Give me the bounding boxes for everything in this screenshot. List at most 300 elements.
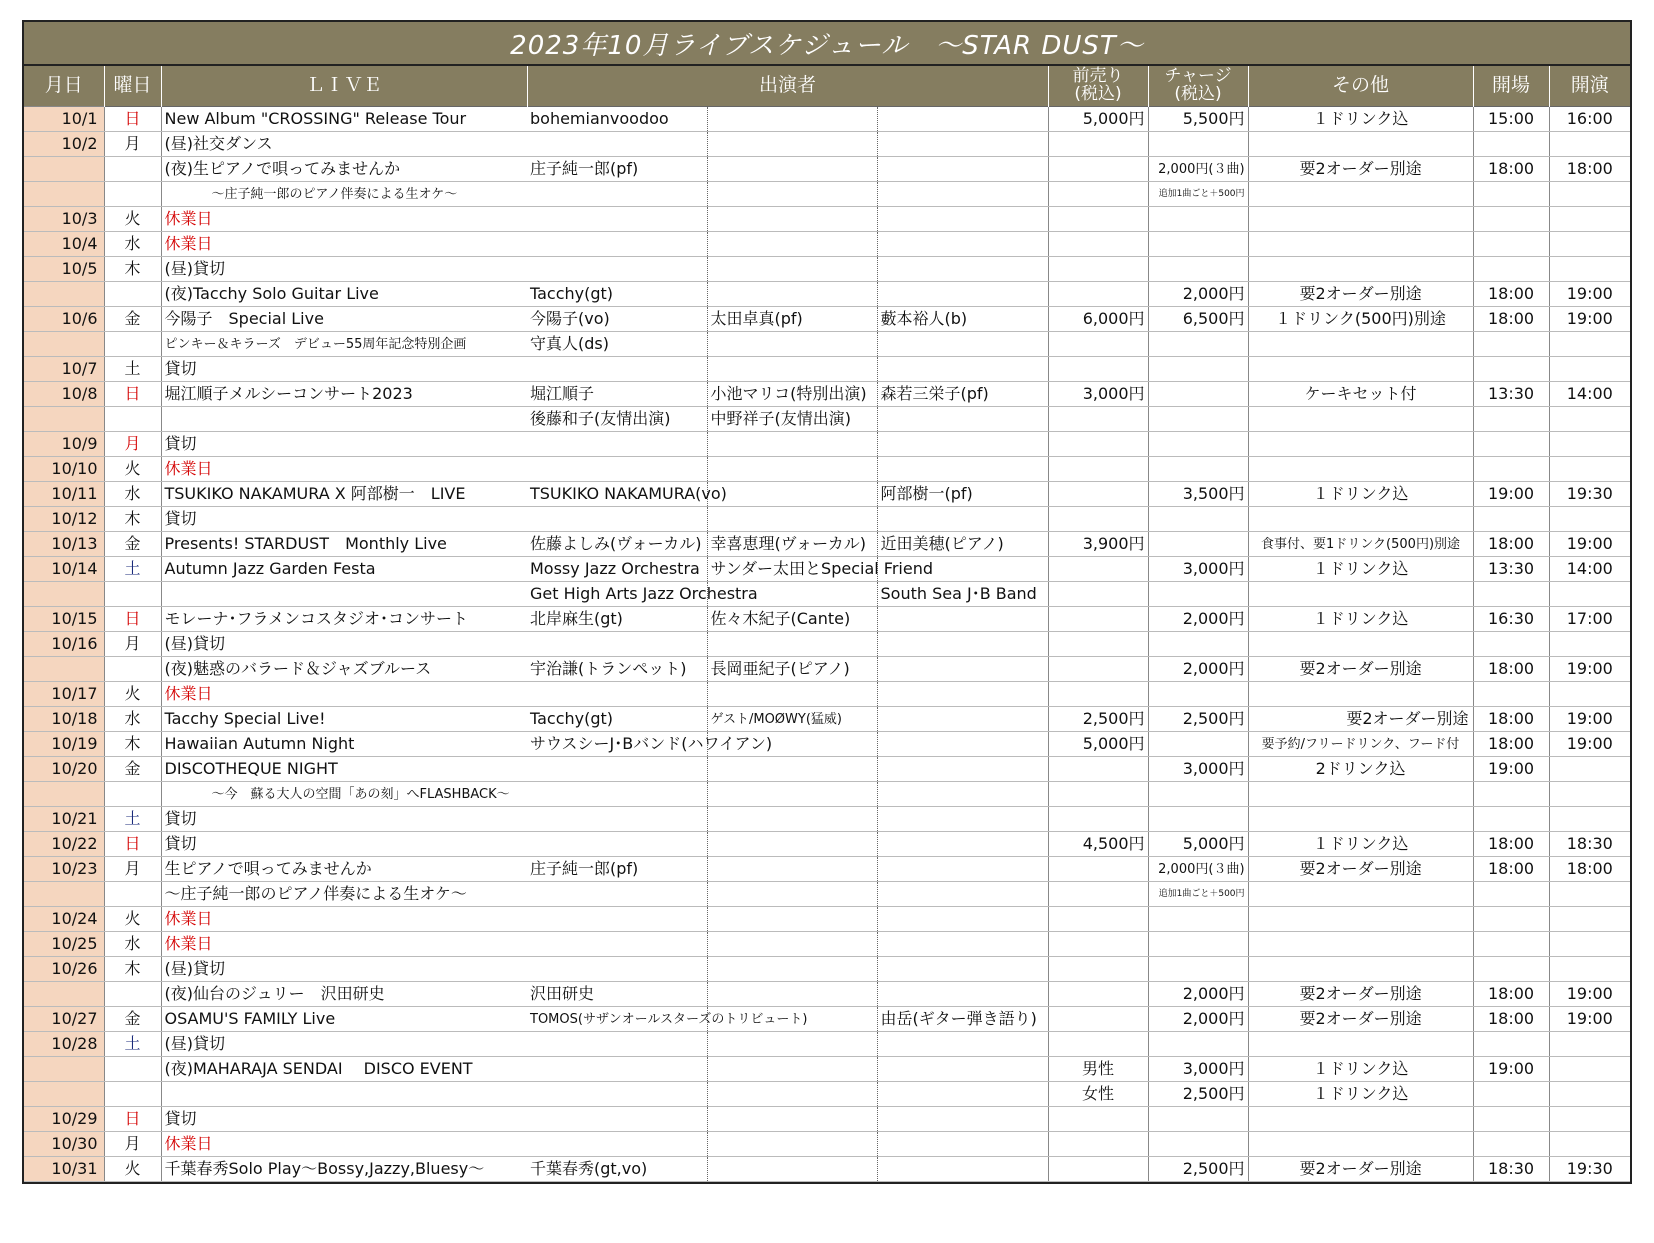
- start-time-cell: [1549, 932, 1630, 957]
- charge-cell: 5,500円: [1148, 107, 1248, 132]
- performer-cell: [877, 1057, 1048, 1082]
- performer-cell: [877, 182, 1048, 207]
- start-time-cell: 19:00: [1549, 982, 1630, 1007]
- weekday-cell: [104, 882, 161, 907]
- performer-cell: [707, 507, 877, 532]
- date-cell: 10/11: [24, 482, 104, 507]
- live-title-cell: 休業日: [161, 232, 527, 257]
- performer-cell: 森若三栄子(pf): [877, 382, 1048, 407]
- open-time-cell: 18:00: [1473, 532, 1549, 557]
- schedule-body: [24, 107, 1630, 1182]
- start-time-cell: [1549, 507, 1630, 532]
- start-time-cell: [1549, 757, 1630, 782]
- performer-cell: 藪本裕人(b): [877, 307, 1048, 332]
- start-time-cell: [1549, 332, 1630, 357]
- other-notes-cell: 要2オーダー別途: [1248, 1157, 1473, 1182]
- other-notes-cell: [1248, 1032, 1473, 1057]
- open-time-cell: 18:00: [1473, 657, 1549, 682]
- performer-cell: [877, 282, 1048, 307]
- performer-cell: 佐々木紀子(Cante): [707, 607, 877, 632]
- advance-price-cell: 男性: [1048, 1057, 1148, 1082]
- performer-cell: [527, 1032, 707, 1057]
- open-time-cell: 13:30: [1473, 382, 1549, 407]
- other-notes-cell: ケーキセット付: [1248, 382, 1473, 407]
- performer-cell: [877, 457, 1048, 482]
- table-row: [24, 1032, 1630, 1057]
- date-cell: 10/19: [24, 732, 104, 757]
- advance-price-cell: [1048, 607, 1148, 632]
- performer-cell: [877, 132, 1048, 157]
- performer-cell: [707, 982, 877, 1007]
- charge-cell: 3,000円: [1148, 1057, 1248, 1082]
- start-time-cell: [1549, 1107, 1630, 1132]
- start-time-cell: [1549, 682, 1630, 707]
- start-time-cell: [1549, 407, 1630, 432]
- advance-price-cell: [1048, 557, 1148, 582]
- live-title-cell: (昼)貸切: [161, 957, 527, 982]
- open-time-cell: [1473, 582, 1549, 607]
- advance-price-cell: [1048, 207, 1148, 232]
- start-time-cell: 19:00: [1549, 657, 1630, 682]
- start-time-cell: 19:30: [1549, 1157, 1630, 1182]
- performer-cell: [527, 1107, 707, 1132]
- charge-cell: [1148, 682, 1248, 707]
- header-start: 開演: [1549, 66, 1630, 107]
- start-time-cell: 19:00: [1549, 1007, 1630, 1032]
- charge-cell: 2,000円: [1148, 282, 1248, 307]
- live-title-cell: 休業日: [161, 207, 527, 232]
- performer-cell: [527, 932, 707, 957]
- start-time-cell: 18:00: [1549, 157, 1630, 182]
- advance-price-cell: [1048, 432, 1148, 457]
- weekday-cell: 月: [104, 1132, 161, 1157]
- table-row: [24, 882, 1630, 907]
- performer-cell: [707, 1057, 877, 1082]
- table-row: [24, 257, 1630, 282]
- open-time-cell: 18:00: [1473, 832, 1549, 857]
- live-title-cell: Tacchy Special Live!: [161, 707, 527, 732]
- other-notes-cell: 要2オーダー別途: [1248, 657, 1473, 682]
- start-time-cell: [1549, 207, 1630, 232]
- charge-cell: [1148, 782, 1248, 807]
- other-notes-cell: [1248, 1132, 1473, 1157]
- performer-cell: 太田卓真(pf): [707, 307, 877, 332]
- weekday-cell: 火: [104, 907, 161, 932]
- open-time-cell: [1473, 432, 1549, 457]
- weekday-cell: 金: [104, 757, 161, 782]
- performer-cell: [877, 732, 1048, 757]
- weekday-cell: 金: [104, 307, 161, 332]
- advance-price-cell: 3,000円: [1048, 382, 1148, 407]
- live-title-cell: [161, 407, 527, 432]
- charge-cell: [1148, 1107, 1248, 1132]
- weekday-cell: 土: [104, 1032, 161, 1057]
- weekday-cell: 土: [104, 357, 161, 382]
- date-cell: 10/31: [24, 1157, 104, 1182]
- header-live: ＬＩＶＥ: [161, 66, 527, 107]
- open-time-cell: [1473, 207, 1549, 232]
- performer-cell: [527, 507, 707, 532]
- charge-cell: 2,000円: [1148, 657, 1248, 682]
- performer-cell: 宇治謙(トランペット): [527, 657, 707, 682]
- charge-cell: 2,000円(３曲): [1148, 157, 1248, 182]
- weekday-cell: 金: [104, 1007, 161, 1032]
- performer-cell: [707, 1032, 877, 1057]
- other-notes-cell: [1248, 957, 1473, 982]
- performer-cell: [527, 632, 707, 657]
- charge-cell: [1148, 432, 1248, 457]
- charge-cell: 3,000円: [1148, 557, 1248, 582]
- start-time-cell: [1549, 582, 1630, 607]
- weekday-cell: 月: [104, 632, 161, 657]
- weekday-cell: 火: [104, 207, 161, 232]
- performer-cell: [877, 832, 1048, 857]
- live-title-cell: (昼)貸切: [161, 1032, 527, 1057]
- date-cell: 10/15: [24, 607, 104, 632]
- other-notes-cell: 2ドリンク込: [1248, 757, 1473, 782]
- table-row: [24, 1157, 1630, 1182]
- advance-price-cell: 5,000円: [1048, 732, 1148, 757]
- open-time-cell: 18:00: [1473, 1007, 1549, 1032]
- live-title-cell: 貸切: [161, 357, 527, 382]
- performer-cell: [707, 907, 877, 932]
- performer-cell: Tacchy(gt): [527, 707, 707, 732]
- other-notes-cell: [1248, 882, 1473, 907]
- open-time-cell: [1473, 882, 1549, 907]
- performer-cell: 近田美穂(ピアノ): [877, 532, 1048, 557]
- performer-cell: [877, 1107, 1048, 1132]
- header-other: その他: [1248, 66, 1473, 107]
- charge-cell: 2,000円: [1148, 982, 1248, 1007]
- open-time-cell: 18:00: [1473, 732, 1549, 757]
- advance-price-cell: [1048, 1032, 1148, 1057]
- performer-cell: [877, 782, 1048, 807]
- weekday-cell: 月: [104, 432, 161, 457]
- open-time-cell: [1473, 807, 1549, 832]
- performer-cell: 後藤和子(友情出演): [527, 407, 707, 432]
- schedule-sheet: [22, 20, 1632, 1184]
- performer-cell: Tacchy(gt): [527, 282, 707, 307]
- live-title-cell: New Album "CROSSING" Release Tour: [161, 107, 527, 132]
- header-date: 月日: [24, 66, 104, 107]
- advance-price-cell: [1048, 182, 1148, 207]
- performer-cell: 小池マリコ(特別出演): [707, 382, 877, 407]
- weekday-cell: [104, 1057, 161, 1082]
- date-cell: 10/6: [24, 307, 104, 332]
- date-cell: 10/12: [24, 507, 104, 532]
- performer-cell: [707, 832, 877, 857]
- performer-cell: [707, 857, 877, 882]
- performer-cell: South Sea J･B Band: [877, 582, 1048, 607]
- performer-cell: [877, 982, 1048, 1007]
- other-notes-cell: [1248, 682, 1473, 707]
- table-row: [24, 407, 1630, 432]
- live-title-cell: 休業日: [161, 1132, 527, 1157]
- table-row: [24, 207, 1630, 232]
- other-notes-cell: １ドリンク込: [1248, 832, 1473, 857]
- open-time-cell: 18:30: [1473, 1157, 1549, 1182]
- performer-cell: [877, 107, 1048, 132]
- live-title-cell: 千葉春秀Solo Play～Bossy,Jazzy,Bluesy～: [161, 1157, 527, 1182]
- advance-price-cell: [1048, 882, 1148, 907]
- start-time-cell: 18:30: [1549, 832, 1630, 857]
- weekday-cell: 土: [104, 557, 161, 582]
- live-title-cell: OSAMU'S FAMILY Live: [161, 1007, 527, 1032]
- advance-price-cell: [1048, 1132, 1148, 1157]
- advance-price-cell: [1048, 332, 1148, 357]
- other-notes-cell: [1248, 807, 1473, 832]
- advance-price-cell: [1048, 1107, 1148, 1132]
- weekday-cell: [104, 182, 161, 207]
- performer-cell: 中野祥子(友情出演): [707, 407, 877, 432]
- charge-cell: [1148, 457, 1248, 482]
- table-row: [24, 557, 1630, 582]
- open-time-cell: 18:00: [1473, 282, 1549, 307]
- performer-cell: [707, 157, 877, 182]
- live-title-cell: DISCOTHEQUE NIGHT: [161, 757, 527, 782]
- charge-cell: [1148, 407, 1248, 432]
- other-notes-cell: [1248, 182, 1473, 207]
- other-notes-cell: [1248, 232, 1473, 257]
- charge-cell: [1148, 257, 1248, 282]
- table-row: [24, 532, 1630, 557]
- start-time-cell: [1549, 632, 1630, 657]
- advance-price-cell: [1048, 582, 1148, 607]
- performer-cell: 佐藤よしみ(ヴォーカル): [527, 532, 707, 557]
- weekday-cell: 日: [104, 107, 161, 132]
- charge-cell: [1148, 507, 1248, 532]
- date-cell: [24, 882, 104, 907]
- open-time-cell: 19:00: [1473, 1057, 1549, 1082]
- performer-cell: [707, 182, 877, 207]
- other-notes-cell: 食事付、要1ドリンク(500円)別途: [1248, 532, 1473, 557]
- performer-cell: [527, 457, 707, 482]
- table-row: [24, 307, 1630, 332]
- date-cell: [24, 157, 104, 182]
- open-time-cell: 18:00: [1473, 707, 1549, 732]
- date-cell: [24, 1082, 104, 1107]
- live-title-cell: (夜)MAHARAJA SENDAI DISCO EVENT: [161, 1057, 527, 1082]
- advance-price-cell: [1048, 457, 1148, 482]
- live-title-cell: ～今 蘇る大人の空間「あの刻」へFLASHBACK～: [161, 782, 527, 807]
- table-row: [24, 232, 1630, 257]
- performer-cell: サンダー太田とSpecial Friend: [707, 557, 877, 582]
- performer-cell: 沢田研史: [527, 982, 707, 1007]
- table-row: [24, 432, 1630, 457]
- other-notes-cell: [1248, 1107, 1473, 1132]
- performer-cell: [877, 932, 1048, 957]
- open-time-cell: [1473, 357, 1549, 382]
- performer-cell: [527, 757, 707, 782]
- weekday-cell: [104, 157, 161, 182]
- live-title-cell: Presents! STARDUST Monthly Live: [161, 532, 527, 557]
- advance-price-cell: 2,500円: [1048, 707, 1148, 732]
- performer-cell: 今陽子(vo): [527, 307, 707, 332]
- performer-cell: [707, 457, 877, 482]
- date-cell: 10/22: [24, 832, 104, 857]
- performer-cell: [527, 357, 707, 382]
- advance-price-cell: [1048, 1007, 1148, 1032]
- other-notes-cell: 要予約/フリードリンク、フード付: [1248, 732, 1473, 757]
- live-title-cell: 今陽子 Special Live: [161, 307, 527, 332]
- advance-price-cell: 5,000円: [1048, 107, 1148, 132]
- table-row: [24, 857, 1630, 882]
- other-notes-cell: [1248, 632, 1473, 657]
- schedule-table: [24, 66, 1630, 1182]
- advance-price-cell: [1048, 257, 1148, 282]
- charge-cell: [1148, 807, 1248, 832]
- date-cell: 10/13: [24, 532, 104, 557]
- other-notes-cell: [1248, 507, 1473, 532]
- advance-price-cell: [1048, 657, 1148, 682]
- live-title-cell: ピンキー＆キラーズ デビュー55周年記念特別企画: [161, 332, 527, 357]
- header-charge: チャージ (税込): [1148, 66, 1248, 107]
- date-cell: 10/7: [24, 357, 104, 382]
- performer-cell: [707, 257, 877, 282]
- weekday-cell: [104, 1082, 161, 1107]
- date-cell: [24, 282, 104, 307]
- schedule-title: 2023年10月ライブスケジュール ～STAR DUST～: [24, 22, 1630, 66]
- live-title-cell: 貸切: [161, 807, 527, 832]
- performer-cell: [707, 632, 877, 657]
- weekday-cell: 火: [104, 1157, 161, 1182]
- date-cell: 10/1: [24, 107, 104, 132]
- performer-cell: ゲスト/MOØWY(猛威): [707, 707, 877, 732]
- charge-cell: 2,500円: [1148, 1157, 1248, 1182]
- live-title-cell: 休業日: [161, 907, 527, 932]
- performer-cell: TSUKIKO NAKAMURA(vo): [527, 482, 707, 507]
- start-time-cell: 17:00: [1549, 607, 1630, 632]
- start-time-cell: [1549, 132, 1630, 157]
- other-notes-cell: [1248, 407, 1473, 432]
- other-notes-cell: 要2オーダー別途: [1248, 707, 1473, 732]
- performer-cell: [877, 707, 1048, 732]
- performer-cell: [877, 757, 1048, 782]
- performer-cell: [707, 332, 877, 357]
- start-time-cell: 19:30: [1549, 482, 1630, 507]
- table-row: [24, 357, 1630, 382]
- advance-price-cell: [1048, 757, 1148, 782]
- live-title-cell: 堀江順子メルシーコンサート2023: [161, 382, 527, 407]
- open-time-cell: [1473, 182, 1549, 207]
- advance-price-cell: [1048, 957, 1148, 982]
- other-notes-cell: １ドリンク(500円)別途: [1248, 307, 1473, 332]
- performer-cell: [707, 1082, 877, 1107]
- table-row: [24, 982, 1630, 1007]
- start-time-cell: 19:00: [1549, 732, 1630, 757]
- charge-cell: [1148, 957, 1248, 982]
- table-row: [24, 482, 1630, 507]
- advance-price-cell: [1048, 482, 1148, 507]
- table-row: [24, 957, 1630, 982]
- table-row: [24, 382, 1630, 407]
- weekday-cell: [104, 407, 161, 432]
- advance-price-cell: [1048, 857, 1148, 882]
- performer-cell: [877, 407, 1048, 432]
- charge-cell: 追加1曲ごと＋500円: [1148, 182, 1248, 207]
- weekday-cell: 水: [104, 232, 161, 257]
- live-title-cell: Autumn Jazz Garden Festa: [161, 557, 527, 582]
- open-time-cell: [1473, 257, 1549, 282]
- advance-price-cell: [1048, 157, 1148, 182]
- table-row: [24, 1057, 1630, 1082]
- performer-cell: [877, 632, 1048, 657]
- live-title-cell: 休業日: [161, 932, 527, 957]
- date-cell: 10/27: [24, 1007, 104, 1032]
- table-row: [24, 632, 1630, 657]
- performer-cell: [527, 1057, 707, 1082]
- performer-cell: 長岡亜紀子(ピアノ): [707, 657, 877, 682]
- performer-cell: [527, 232, 707, 257]
- live-title-cell: (夜)仙台のジュリー 沢田研史: [161, 982, 527, 1007]
- header-performers: 出演者: [527, 66, 1048, 107]
- open-time-cell: [1473, 1082, 1549, 1107]
- table-row: [24, 1007, 1630, 1032]
- weekday-cell: [104, 657, 161, 682]
- advance-price-cell: [1048, 907, 1148, 932]
- charge-cell: 3,500円: [1148, 482, 1248, 507]
- weekday-cell: [104, 582, 161, 607]
- advance-price-cell: [1048, 932, 1148, 957]
- charge-cell: 2,000円: [1148, 1007, 1248, 1032]
- table-row: [24, 1132, 1630, 1157]
- performer-cell: [707, 482, 877, 507]
- start-time-cell: [1549, 782, 1630, 807]
- performer-cell: [877, 507, 1048, 532]
- performer-cell: [707, 782, 877, 807]
- weekday-cell: 水: [104, 932, 161, 957]
- start-time-cell: [1549, 457, 1630, 482]
- performer-cell: [707, 682, 877, 707]
- open-time-cell: [1473, 782, 1549, 807]
- start-time-cell: [1549, 1082, 1630, 1107]
- other-notes-cell: [1248, 357, 1473, 382]
- header-weekday: 曜日: [104, 66, 161, 107]
- performer-cell: 堀江順子: [527, 382, 707, 407]
- open-time-cell: [1473, 332, 1549, 357]
- start-time-cell: 19:00: [1549, 307, 1630, 332]
- weekday-cell: 火: [104, 457, 161, 482]
- performer-cell: 幸喜恵理(ヴォーカル): [707, 532, 877, 557]
- table-row: [24, 1107, 1630, 1132]
- performer-cell: [527, 182, 707, 207]
- performer-cell: bohemianvoodoo: [527, 107, 707, 132]
- date-cell: 10/10: [24, 457, 104, 482]
- performer-cell: [877, 807, 1048, 832]
- performer-cell: [877, 432, 1048, 457]
- weekday-cell: [104, 282, 161, 307]
- performer-cell: [877, 357, 1048, 382]
- date-cell: 10/9: [24, 432, 104, 457]
- charge-cell: 2,500円: [1148, 707, 1248, 732]
- start-time-cell: [1549, 1057, 1630, 1082]
- charge-cell: 追加1曲ごと＋500円: [1148, 882, 1248, 907]
- date-cell: 10/4: [24, 232, 104, 257]
- start-time-cell: 19:00: [1549, 532, 1630, 557]
- date-cell: 10/2: [24, 132, 104, 157]
- open-time-cell: [1473, 232, 1549, 257]
- weekday-cell: 金: [104, 532, 161, 557]
- header-open: 開場: [1473, 66, 1549, 107]
- open-time-cell: 18:00: [1473, 307, 1549, 332]
- open-time-cell: [1473, 1032, 1549, 1057]
- live-title-cell: モレーナ･フラメンコスタジオ･コンサート: [161, 607, 527, 632]
- open-time-cell: 19:00: [1473, 757, 1549, 782]
- live-title-cell: 生ピアノで唄ってみませんか: [161, 857, 527, 882]
- charge-cell: [1148, 907, 1248, 932]
- performer-cell: [707, 1107, 877, 1132]
- table-row: [24, 107, 1630, 132]
